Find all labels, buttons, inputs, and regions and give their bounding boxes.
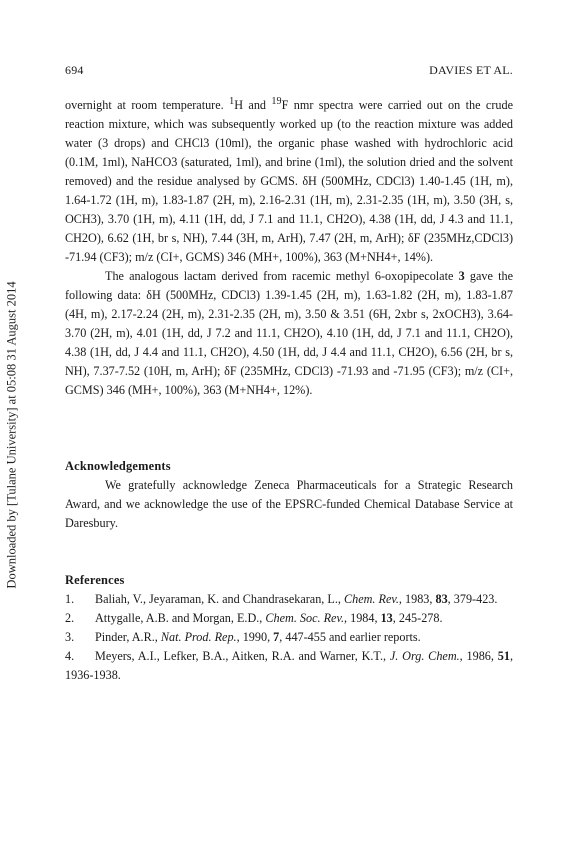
- reference-volume: 7: [273, 630, 280, 645]
- experimental-paragraph: [65, 92, 513, 267]
- acknowledgements-text: We gratefully acknowledge Zeneca Pharmaceuticals for a Strategic Research Award, and we acknowledge the use of the EPSRC-funded Chemical Database Service at Daresbury.: [65, 478, 513, 531]
- reference-authors: Meyers, A.I., Lefker, B.A., Aitken, R.A. and Warner, K.T.,: [95, 649, 390, 664]
- download-watermark: [4, 265, 20, 605]
- reference-number: 4.: [65, 649, 75, 664]
- para1-superscript-1: 1: [229, 96, 235, 107]
- para1-text-a: overnight at room temperature.: [65, 98, 230, 113]
- download-watermark-text: Downloaded by [Tulane University] at 05:08 31 August 2014: [4, 281, 19, 589]
- lactam-paragraph: [65, 267, 513, 400]
- reference-pages: , 245-278.: [392, 611, 443, 626]
- reference-journal: Chem. Rev.: [343, 592, 399, 607]
- reference-year: , 1984,: [344, 611, 381, 626]
- reference-volume: 13: [380, 611, 393, 626]
- reference-pages: , 447-455 and earlier reports.: [279, 630, 421, 645]
- reference-volume: 51: [497, 649, 510, 664]
- para1-text-b: H and: [234, 98, 272, 113]
- reference-pages: , 379-423.: [447, 592, 498, 607]
- page-body: [65, 92, 513, 685]
- running-head: DAVIES ET AL.: [429, 63, 513, 77]
- reference-journal: Nat. Prod. Rep.: [160, 630, 237, 645]
- reference-list: [65, 590, 513, 685]
- reference-pages: , 1936-1938.: [65, 649, 513, 683]
- para2-text-b: gave the following data: δH (500MHz, CDCl3) 1.39-1.45 (2H, m), 1.63-1.82 (2H, m), 1.83-1.87 (4H, m), 2.17-2.24 (2H, m), 2.31-2.35 (2H, m), 3.50 & 3.51 (6H, 2xbr s, 2xOCH3), 3.64-3.70 (2H, m), 4.01 (1H, dd, J 7.2 and 11.1, CH2O), 4.10 (1H, dd, J 7.1 and 11.1, CH2O), 4.38 (1H, dd, J 4.4 and 11.1, CH2O), 4.50 (1H, dd, J 4.4 and 11.1, CH2O), 6.56 (2H, br s, NH), 7.37-7.52 (10H, m, ArH); δF (235MHz, CDCl3) -71.93 and -71.95 (CF3); m/z (CI+, GCMS) 346 (MH+, 100%), 363 (M+NH4+, 12%).: [65, 269, 513, 398]
- reference-journal: Chem. Soc. Rev.: [265, 611, 345, 626]
- reference-year: , 1990,: [236, 630, 274, 645]
- reference-item-4: [65, 647, 513, 685]
- reference-authors: Attygalle, A.B. and Morgan, E.D.,: [95, 611, 266, 626]
- para1-superscript-19: 19: [271, 96, 282, 107]
- reference-volume: 83: [435, 592, 448, 607]
- para1-text-c: F nmr spectra were carried out on the crude reaction mixture, which was subsequently worked up (to the reaction mixture was added water (3 drops) and CHCl3 (10ml), the organic phase washed with hydrochloric acid (0.1M, 1ml), NaHCO3 (saturated, 1ml), and brine (1ml), the solution dried and the solvent removed) and the residue analysed by GCMS. δH (500MHz, CDCl3) 1.40-1.45 (1H, m), 1.64-1.72 (1H, m), 1.83-1.87 (2H, m), 2.16-2.31 (1H, m), 2.31-2.35 (1H, m), 3.50 (3H, s, OCH3), 3.70 (1H, m), 4.11 (1H, dd, J 7.1 and 11.1, CH2O), 4.38 (1H, dd, J 4.3 and 11.1, CH2O), 6.62 (1H, br s, NH), 7.44 (3H, m, ArH), 7.47 (2H, m, ArH); δF (235MHz,CDCl3) -71.94 (CF3); m/z (CI+, GCMS) 346 (MH+, 100%), 363 (M+NH4+, 14%).: [65, 98, 513, 265]
- reference-number: 2.: [65, 611, 75, 626]
- reference-authors: Pinder, A.R.,: [95, 630, 161, 645]
- page-number: 694: [65, 63, 84, 77]
- reference-item-1: [65, 590, 513, 609]
- reference-item-2: [65, 609, 513, 628]
- reference-authors: Baliah, V., Jeyaraman, K. and Chandrasekaran, L.,: [95, 592, 344, 607]
- acknowledgements-heading: Acknowledgements: [65, 459, 171, 474]
- reference-journal: J. Org. Chem.: [389, 649, 460, 664]
- reference-number: 1.: [65, 592, 75, 607]
- references-heading: References: [65, 573, 125, 588]
- reference-year: , 1983,: [398, 592, 436, 607]
- page-header: [65, 63, 513, 79]
- compound-number: 3: [458, 269, 465, 284]
- para2-text-a: The analogous lactam derived from racemic methyl 6-oxopipecolate: [105, 269, 459, 284]
- reference-year: , 1986,: [459, 649, 498, 664]
- reference-number: 3.: [65, 630, 75, 645]
- reference-item-3: [65, 628, 513, 647]
